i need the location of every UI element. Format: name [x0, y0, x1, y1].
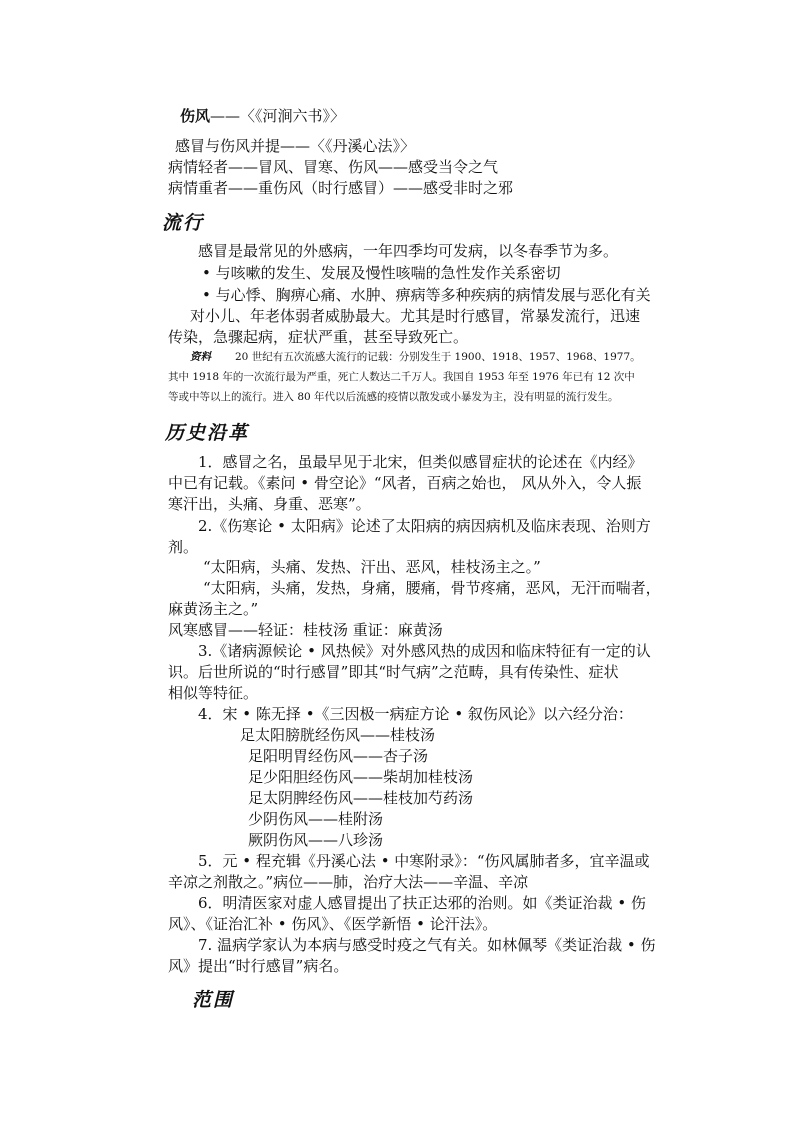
section-title-scope: 范围 [192, 989, 235, 1011]
history-line-6: “太阳病，头痛、发热、汗出、恶风，桂枝汤主之。” [203, 558, 541, 576]
intro-source-hejian: ——〈《河涧六书》〉 [210, 107, 346, 125]
history-line-15: 足阳明胃经伤风——杏子汤 [248, 747, 429, 765]
history-line-4: 2.《伤寒论 • 太阳病》论述了太阳病的病因病机及临床表现、治则方 [198, 517, 651, 535]
history-line-7: “太阳病，头痛，发热，身痛，腰痛，骨节疼痛，恶风，无汗而喘者， [203, 579, 661, 597]
history-line-12: 相似等特征。 [168, 684, 259, 702]
epidemic-paragraph-2b: 传染，急骤起病，症状严重，甚至导致死亡。 [168, 328, 469, 346]
history-line-14: 足太阳膀胱经伤风——桂枝汤 [240, 726, 436, 744]
epidemic-bullet-2: • 与心悸、胸痹心痛、水肿、痹病等多种疾病的病情发展与恶化有关 [202, 286, 651, 304]
epidemic-note-line-2: 其中 1918 年的一次流行最为严重，死亡人数达二千万人。我国自 1953 年至 1976 年已有 12 次中 [168, 371, 635, 383]
intro-line-3: 病情轻者——冒风、冒寒、伤风——感受当令之气 [168, 158, 499, 176]
history-line-9: 风寒感冒——轻证：桂枝汤 重证：麻黄汤 [168, 621, 443, 639]
history-line-1: 1．感冒之名，虽最早见于北宋，但类似感冒症状的论述在《内经》 [198, 453, 643, 471]
history-line-3: 寒汗出，头痛、身重、恶寒”。 [168, 495, 371, 513]
section-title-epidemic: 流行 [162, 212, 205, 234]
epidemic-bullet-1: • 与咳嗽的发生、发展及慢性咳喘的急性发作关系密切 [202, 264, 561, 282]
history-line-8: 麻黄汤主之。” [168, 600, 259, 618]
history-line-11: 识。后世所说的“时行感冒”即其“时气病”之范畴，具有传染性、症状 [168, 663, 619, 681]
intro-line-2: 感冒与伤风并提——〈《丹溪心法》〉 [175, 137, 416, 155]
intro-line-4: 病情重者——重伤风（时行感冒）——感受非时之邪 [168, 179, 514, 197]
history-line-17: 足太阴脾经伤风——桂枝加芍药汤 [248, 789, 474, 807]
history-line-16: 足少阳胆经伤风——柴胡加桂枝汤 [248, 768, 474, 786]
history-line-24: 7. 温病学家认为本病与感受时疫之气有关。如林佩琴《类证治裁 • 伤 [198, 936, 656, 954]
history-line-18: 少阴伤风——桂附汤 [248, 810, 384, 828]
epidemic-note-line-3: 等或中等以上的流行。进入 80 年代以后流感的疫情以散发或小暴发为主，没有明显的流行发生。 [168, 391, 619, 403]
epidemic-paragraph-1: 感冒是最常见的外感病，一年四季均可发病，以冬春季节为多。 [198, 242, 619, 260]
note-text-1: 20 世纪有五次流感大流行的记载：分别发生于 1900、1918、1957、1968、1977。 [235, 351, 641, 363]
epidemic-note-line-1 [190, 348, 641, 366]
history-line-25: 风》提出“时行感冒”病名。 [168, 957, 349, 975]
history-line-20: 5．元 • 程充辑《丹溪心法 • 中寒附录》：“伤风属肺者多，宜辛温或 [198, 852, 650, 870]
note-label: 资料 [190, 351, 211, 363]
history-line-10: 3.《诸病源候论 • 风热候》对外感风热的成因和临床特征有一定的认 [198, 642, 651, 660]
history-line-23: 风》、《证治汇补 • 伤风》、《医学新悟 • 论汗法》。 [168, 915, 498, 933]
intro-line-1 [180, 106, 345, 126]
epidemic-paragraph-2a: 对小儿、年老体弱者威胁最大。尤其是时行感冒，常暴发流行，迅速 [190, 307, 641, 325]
section-title-history: 历史沿革 [165, 422, 250, 444]
intro-term-shangfeng: 伤风 [180, 107, 211, 125]
history-line-5: 剂。 [168, 538, 199, 556]
history-line-22: 6．明清医家对虚人感冒提出了扶正达邪的治则。如《类证治裁 • 伤 [198, 894, 646, 912]
history-line-2: 中已有记载。《素问 • 骨空论》“风者，百病之始也， 风从外入，令人振 [168, 474, 642, 492]
history-line-21: 辛凉之剂散之。”病位——肺，治疗大法——辛温、辛凉 [168, 873, 529, 891]
history-line-19: 厥阴伤风——八珍汤 [248, 831, 384, 849]
history-line-13: 4．宋 • 陈无择 •《三因极一病症方论 • 叙伤风论》以六经分治： [198, 705, 633, 723]
